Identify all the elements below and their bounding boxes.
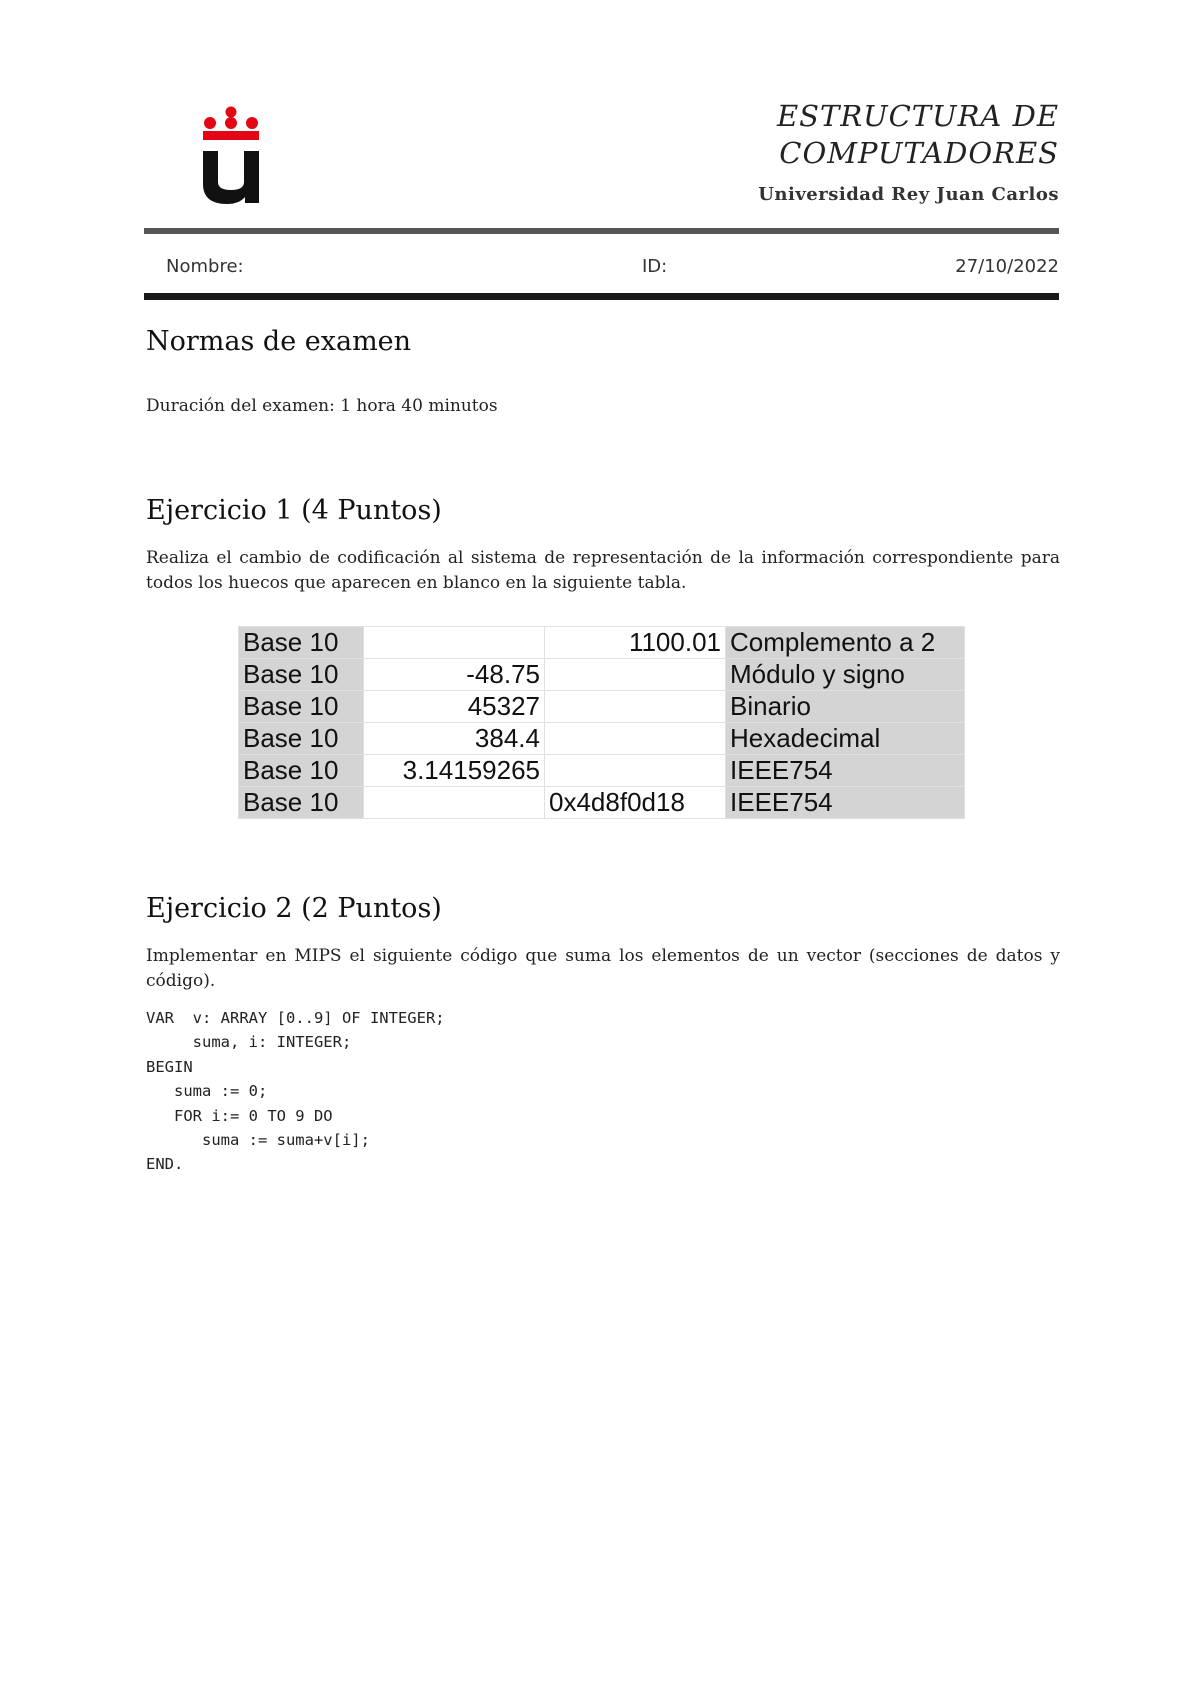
logo-dot-top bbox=[226, 107, 237, 118]
table-cell-converted bbox=[545, 723, 726, 755]
exercise1-heading bbox=[146, 495, 442, 526]
logo-dot-center bbox=[225, 117, 237, 129]
rules-duration-text: Duración del examen: 1 hora 40 minutos bbox=[146, 396, 498, 416]
code-line: suma := suma+v[i]; bbox=[146, 1131, 370, 1150]
rules-heading: Normas de examen bbox=[146, 326, 412, 357]
table-cell-value: 3.14159265 bbox=[364, 755, 545, 787]
logo-dot-left bbox=[204, 117, 216, 129]
table-cell-system: Binario bbox=[726, 691, 965, 723]
id-label: ID: bbox=[642, 256, 668, 277]
table-row bbox=[239, 691, 965, 723]
table-cell-converted bbox=[545, 755, 726, 787]
table-cell-system: IEEE754 bbox=[726, 755, 965, 787]
code-line: VAR v: ARRAY [0..9] OF INTEGER; bbox=[146, 1009, 445, 1027]
table-cell-base: Base 10 bbox=[239, 627, 364, 659]
table-cell-system: Módulo y signo bbox=[726, 659, 965, 691]
table-cell-base: Base 10 bbox=[239, 787, 364, 819]
table-cell-converted bbox=[545, 691, 726, 723]
header-rule-bottom bbox=[144, 293, 1059, 300]
table-cell-system: Complemento a 2 bbox=[726, 627, 965, 659]
table-row bbox=[239, 659, 965, 691]
table-cell-value bbox=[364, 787, 545, 819]
table-row bbox=[239, 787, 965, 819]
header-rule-top bbox=[144, 228, 1059, 234]
table-cell-value: 384.4 bbox=[364, 723, 545, 755]
table-cell-value bbox=[364, 627, 545, 659]
exercise2-heading bbox=[146, 893, 442, 924]
exam-date: 27/10/2022 bbox=[955, 256, 1059, 277]
exercise1-points: (4 Puntos) bbox=[301, 495, 442, 526]
table-cell-system: IEEE754 bbox=[726, 787, 965, 819]
pascal-code-block bbox=[146, 1006, 445, 1177]
code-line: END. bbox=[146, 1155, 184, 1174]
table-cell-converted: 0x4d8f0d18 bbox=[545, 787, 726, 819]
table-cell-base: Base 10 bbox=[239, 723, 364, 755]
table-cell-base: Base 10 bbox=[239, 691, 364, 723]
name-label: Nombre: bbox=[166, 256, 244, 277]
urjc-logo-icon bbox=[200, 106, 262, 204]
course-title-line1: ESTRUCTURA DE bbox=[776, 99, 1059, 133]
course-title bbox=[777, 98, 1059, 172]
table-cell-converted: 1100.01 bbox=[545, 627, 726, 659]
code-line: suma, i: INTEGER; bbox=[146, 1033, 352, 1052]
table-row bbox=[239, 723, 965, 755]
exercise1-statement: Realiza el cambio de codificación al sistema de representación de la información correspondiente para todos los huecos que aparecen en blanco en la siguiente tabla. bbox=[146, 548, 1060, 593]
table-cell-converted bbox=[545, 659, 726, 691]
table-row bbox=[239, 755, 965, 787]
table-cell-base: Base 10 bbox=[239, 755, 364, 787]
exercise1-title: Ejercicio 1 bbox=[146, 495, 293, 526]
exercise2-points: (2 Puntos) bbox=[301, 893, 442, 924]
logo-dot-right bbox=[246, 117, 258, 129]
course-title-line2: COMPUTADORES bbox=[779, 136, 1059, 170]
table-cell-base: Base 10 bbox=[239, 659, 364, 691]
logo-letter-u bbox=[203, 151, 259, 204]
code-line: suma := 0; bbox=[146, 1082, 268, 1101]
table-row bbox=[239, 627, 965, 659]
exercise2-title: Ejercicio 2 bbox=[146, 893, 293, 924]
table-cell-value: 45327 bbox=[364, 691, 545, 723]
logo-crown-bar bbox=[203, 131, 259, 140]
code-line: FOR i:= 0 TO 9 DO bbox=[146, 1106, 333, 1125]
exercise2-statement: Implementar en MIPS el siguiente código que suma los elementos de un vector (secciones de datos y código). bbox=[146, 946, 1060, 991]
conversion-table bbox=[238, 626, 965, 819]
table-cell-system: Hexadecimal bbox=[726, 723, 965, 755]
table-cell-value: -48.75 bbox=[364, 659, 545, 691]
university-name: Universidad Rey Juan Carlos bbox=[758, 184, 1059, 205]
code-line: BEGIN bbox=[146, 1057, 193, 1076]
